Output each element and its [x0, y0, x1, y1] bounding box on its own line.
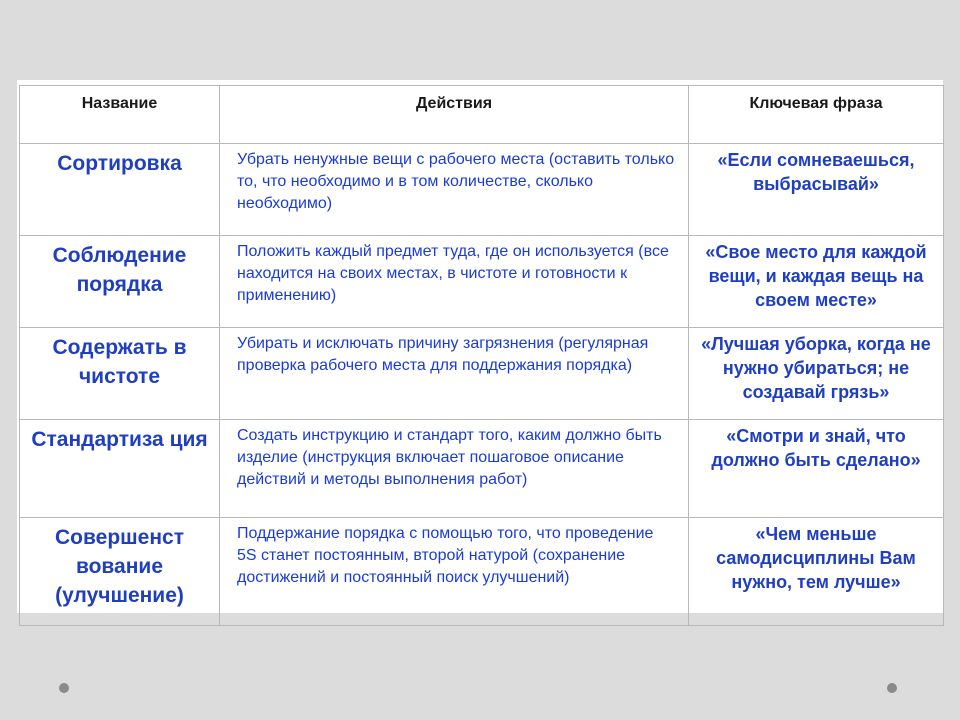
step-action: Создать инструкцию и стандарт того, каким должно быть изделие (инструкция включает пошаговое описание действий и методы выполнения работ) — [220, 420, 689, 518]
next-slide-dot[interactable] — [887, 683, 897, 693]
key-phrase: «Свое место для каждой вещи, и каждая вещь на своем месте» — [689, 236, 944, 328]
header-row — [20, 86, 944, 144]
table-row — [20, 328, 944, 420]
header-actions: Действия — [220, 86, 689, 144]
step-name: Сортировка — [20, 144, 220, 236]
table-panel — [17, 80, 943, 613]
header-name: Название — [20, 86, 220, 144]
step-name: Соблюдение порядка — [20, 236, 220, 328]
five-s-table — [19, 85, 944, 626]
step-action: Убирать и исключать причину загрязнения (регулярная проверка рабочего места для поддержания порядка) — [220, 328, 689, 420]
step-action: Положить каждый предмет туда, где он используется (все находится на своих местах, в чистоте и готовности к применению) — [220, 236, 689, 328]
header-phrase: Ключевая фраза — [689, 86, 944, 144]
table-row — [20, 236, 944, 328]
step-action: Поддержание порядка с помощью того, что проведение 5S станет постоянным, второй натурой (сохранение достижений и постоянный поиск улучшений) — [220, 518, 689, 626]
table-row — [20, 144, 944, 236]
previous-slide-dot[interactable] — [59, 683, 69, 693]
step-action: Убрать ненужные вещи с рабочего места (оставить только то, что необходимо и в том количестве, сколько необходимо) — [220, 144, 689, 236]
step-name: Совершенст вование (улучшение) — [20, 518, 220, 626]
table-row — [20, 518, 944, 626]
key-phrase: «Смотри и знай, что должно быть сделано» — [689, 420, 944, 518]
step-name: Содержать в чистоте — [20, 328, 220, 420]
key-phrase: «Лучшая уборка, когда не нужно убираться; не создавай грязь» — [689, 328, 944, 420]
step-name: Стандартиза ция — [20, 420, 220, 518]
table-row — [20, 420, 944, 518]
key-phrase: «Если сомневаешься, выбрасывай» — [689, 144, 944, 236]
key-phrase: «Чем меньше самодисциплины Вам нужно, тем лучше» — [689, 518, 944, 626]
